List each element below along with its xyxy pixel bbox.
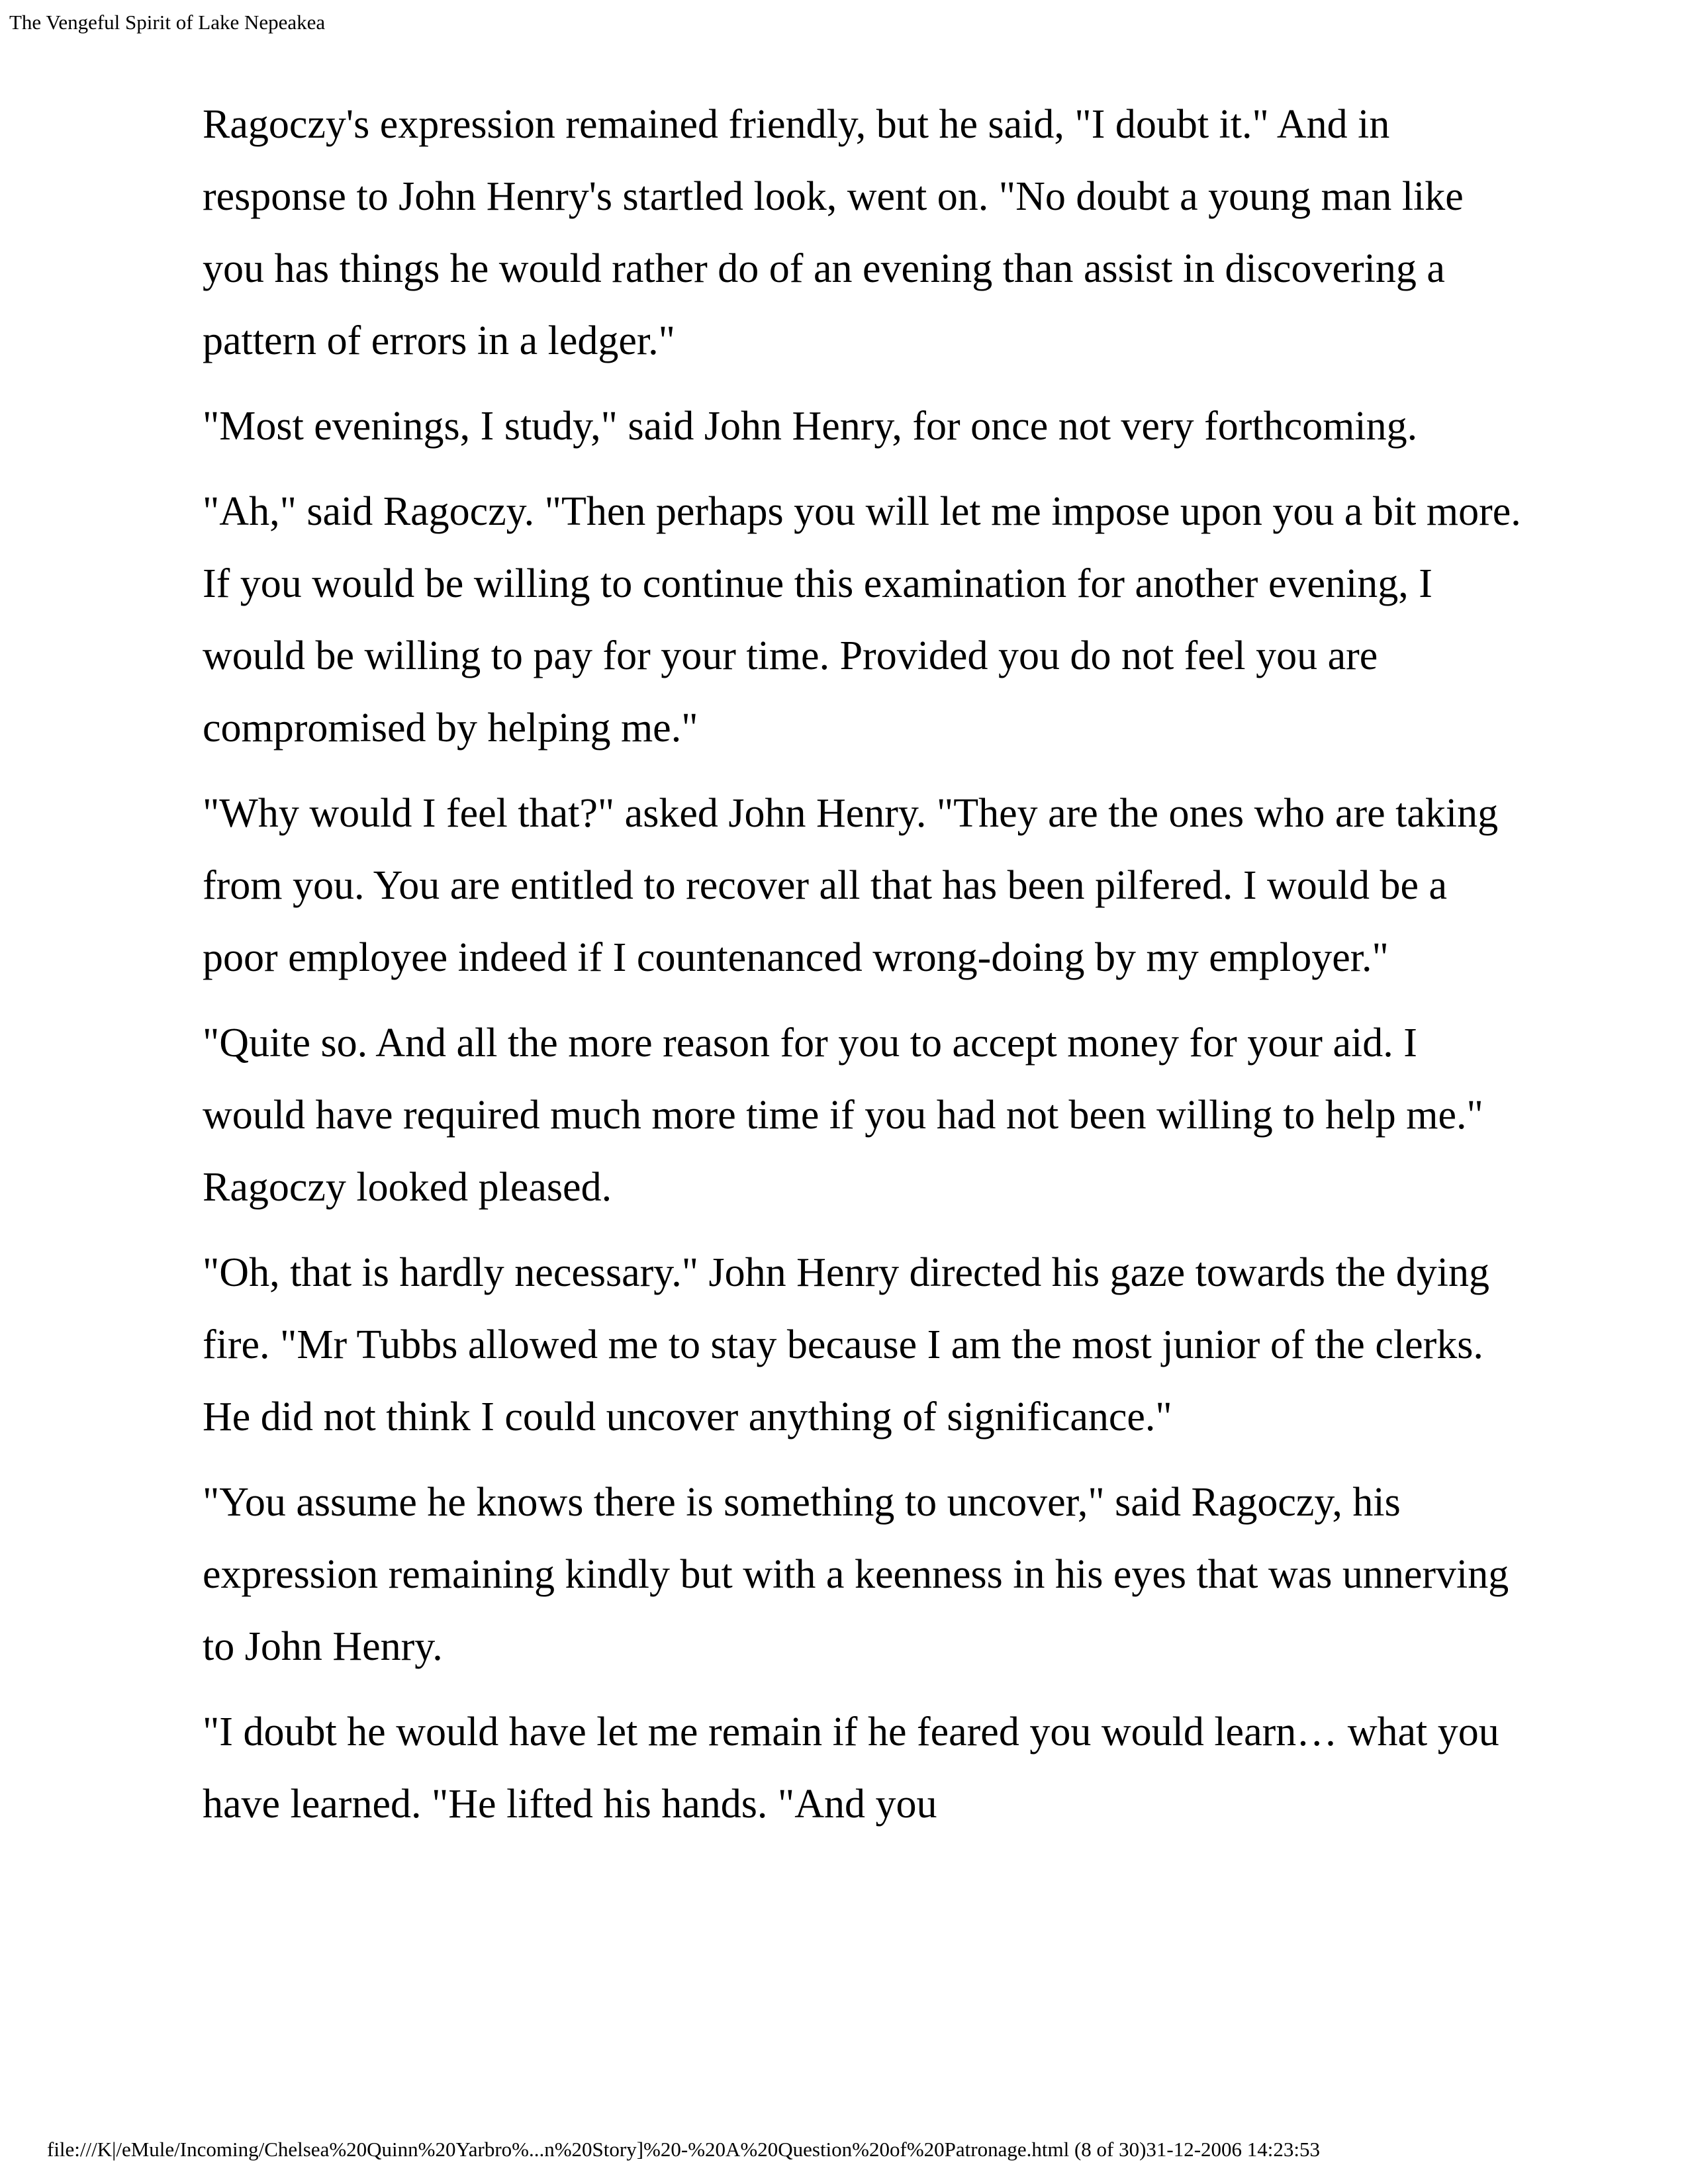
- paragraph: "Ah," said Ragoczy. "Then perhaps you will let me impose upon you a bit more. If you would be willing to continue this examination for another evening, I would be willing to pay for your time. Provided you do not feel you are compromised by helping me.": [203, 489, 1521, 751]
- paragraph: "Most evenings, I study," said John Henry, for once not very forthcoming.: [203, 404, 1418, 449]
- paragraph: "Oh, that is hardly necessary." John Henry directed his gaze towards the dying fire. "Mr Tubbs allowed me to stay because I am the most junior of the clerks. He did not think I could uncover anything of significance.": [203, 1250, 1489, 1439]
- paragraph: "Quite so. And all the more reason for you to accept money for your aid. I would have required much more time if you had not been willing to help me." Ragoczy looked pleased.: [203, 1021, 1483, 1210]
- story-text: [203, 89, 1526, 1854]
- paragraph: "Why would I feel that?" asked John Henry. "They are the ones who are taking from you. You are entitled to recover all that has been pilfered. I would be a poor employee indeed if I countenanced wrong-doing by my employer.": [203, 791, 1499, 980]
- paragraph: "I doubt he would have let me remain if he feared you would learn… what you have learned. "He lifted his hands. "And you: [203, 1709, 1499, 1827]
- page-header-title: The Vengeful Spirit of Lake Nepeakea: [9, 11, 326, 34]
- paragraph: "You assume he knows there is something to uncover," said Ragoczy, his expression remaining kindly but with a keenness in his eyes that was unnerving to John Henry.: [203, 1480, 1509, 1669]
- paragraph: Ragoczy's expression remained friendly, but he said, "I doubt it." And in response to John Henry's startled look, went on. "No doubt a young man like you has things he would rather do of an evening than assist in discovering a pattern of errors in a ledger.": [203, 102, 1464, 363]
- page-footer-path: file:///K|/eMule/Incoming/Chelsea%20Quinn%20Yarbro%...n%20Story]%20-%20A%20Question%20of%20Patronage.html (8 of 30)31-12-2006 14:23:53: [47, 2138, 1321, 2161]
